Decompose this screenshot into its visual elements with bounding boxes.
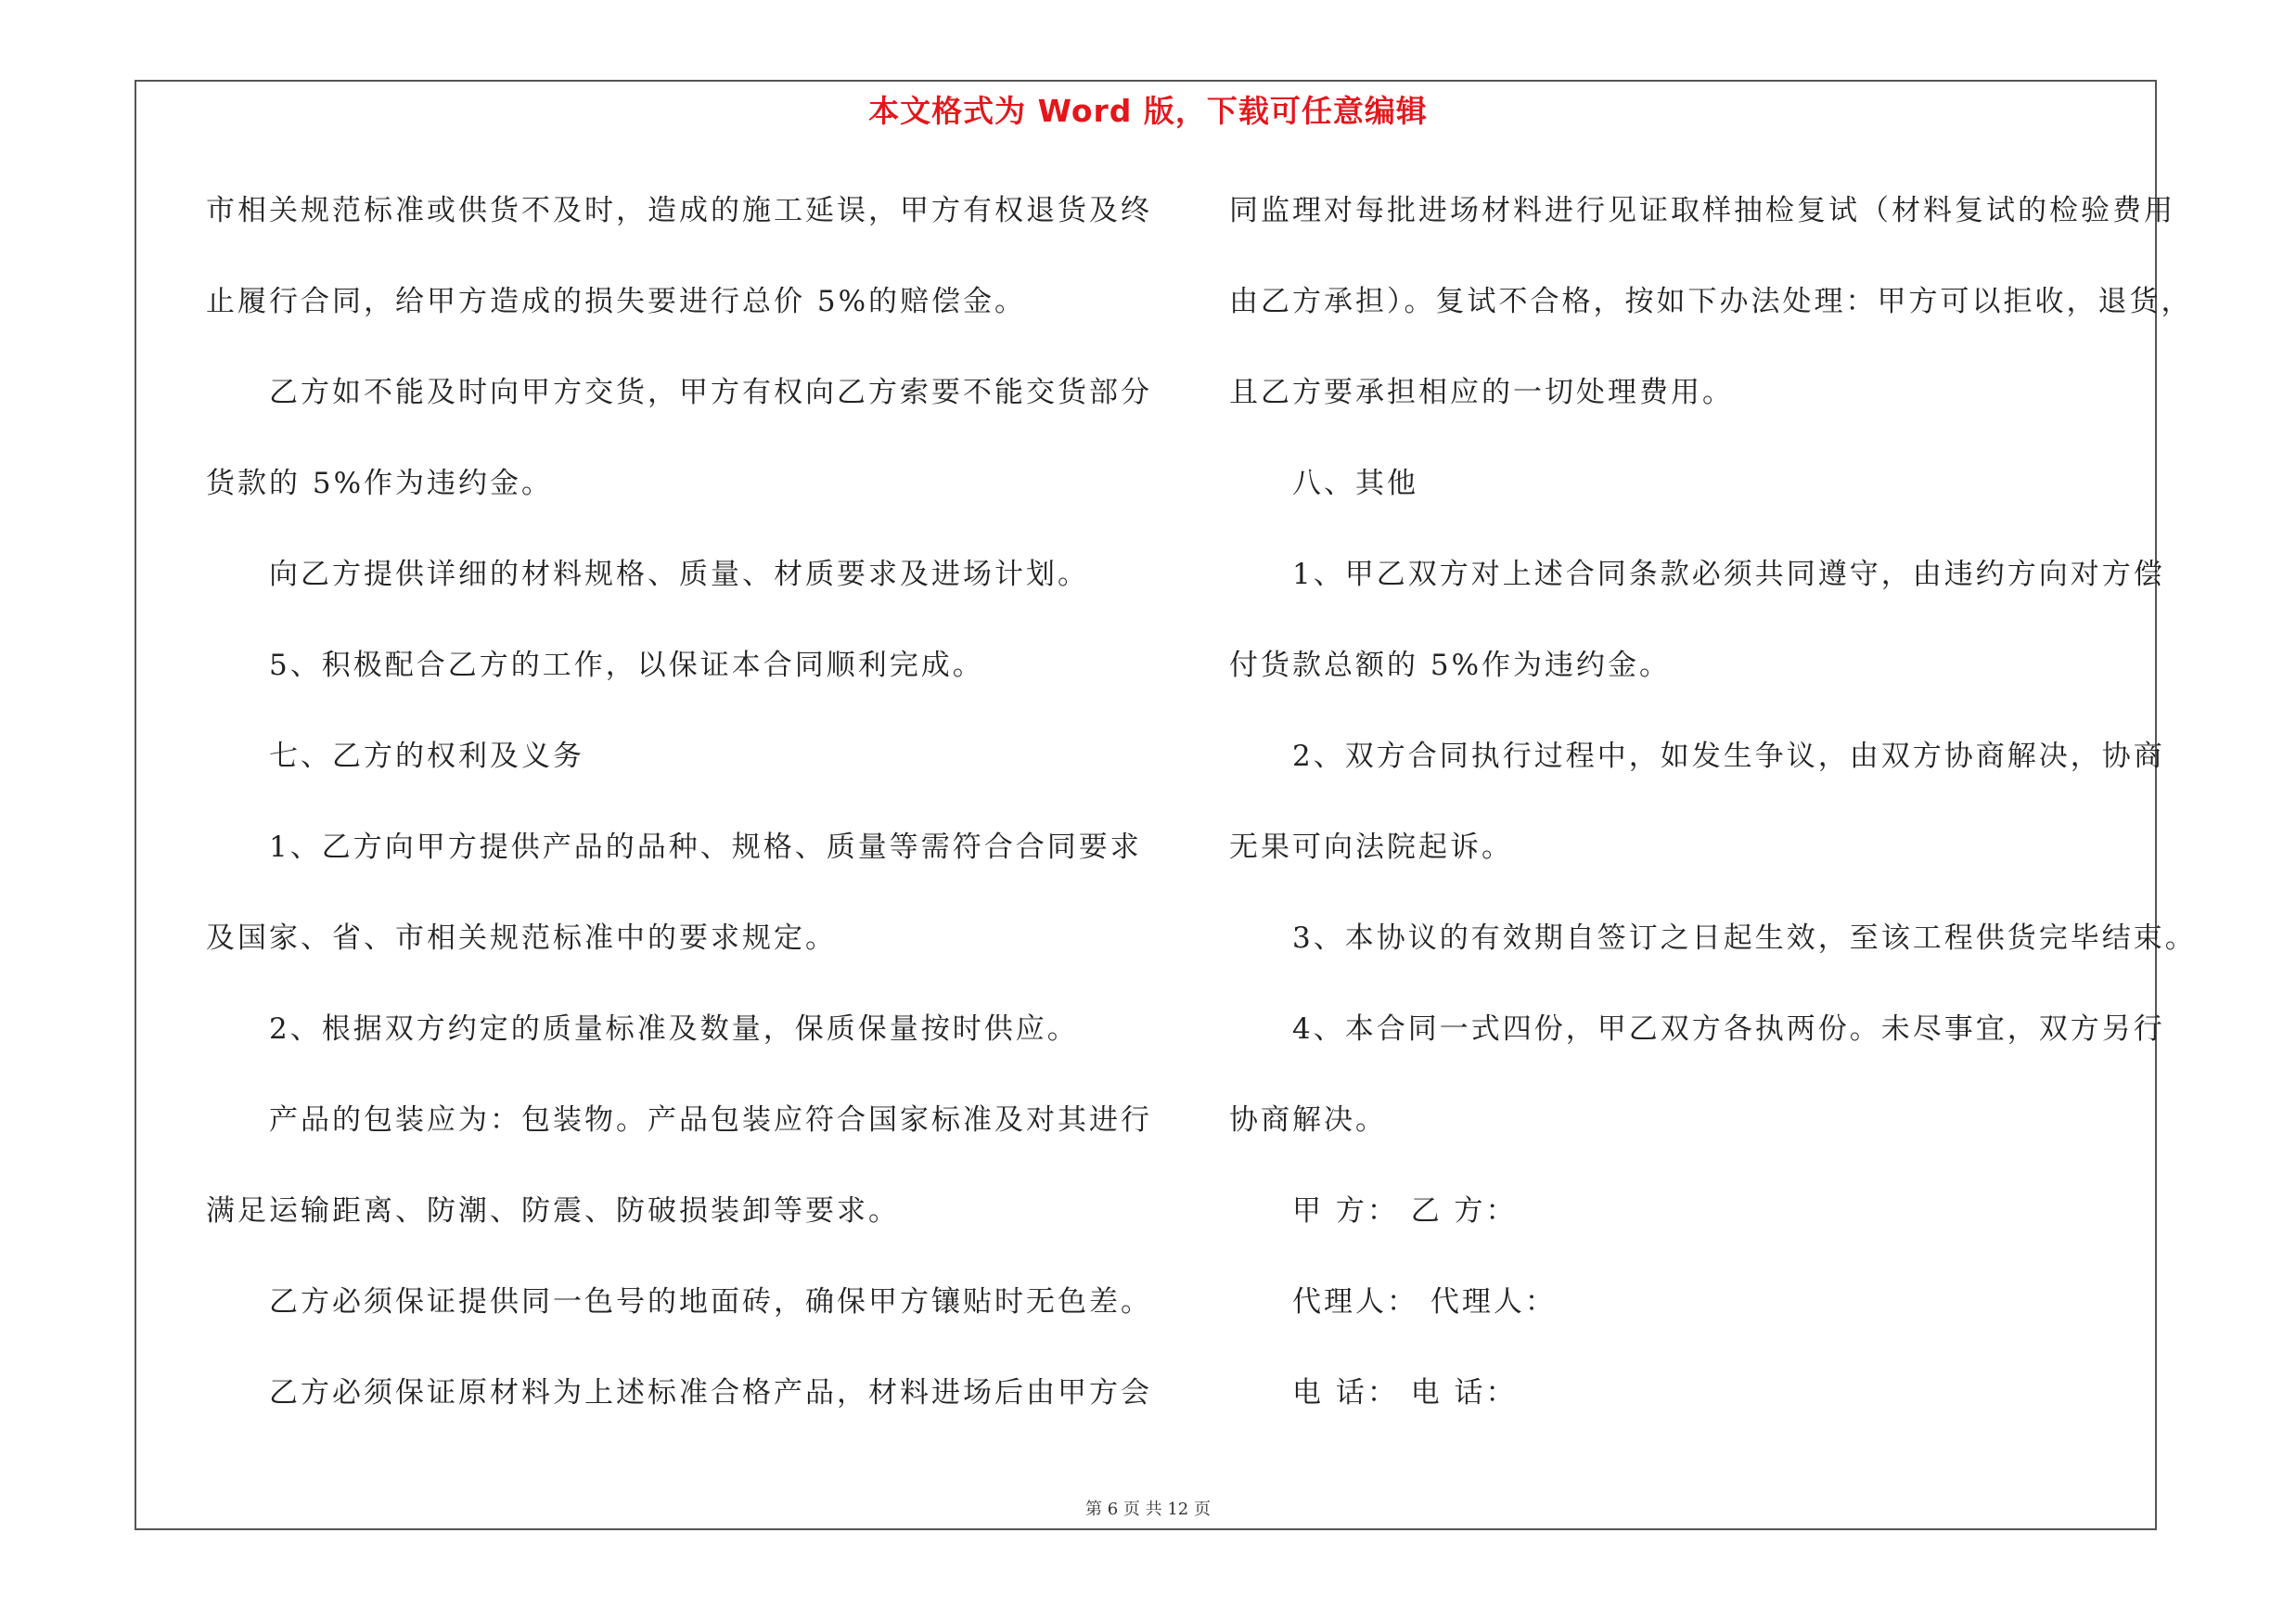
text-line: 2、双方合同执行过程中，如发生争议，由双方协商解决，协商 [1292, 740, 2165, 773]
section-heading: 七、乙方的权利及义务 [269, 740, 584, 773]
text-line: 同监理对每批进场材料进行见证取样抽检复试（材料复试的检验费用 [1229, 194, 2175, 227]
text-line: 由乙方承担）。复试不合格，按如下办法处理：甲方可以拒收，退货， [1229, 285, 2193, 318]
right-column [1229, 186, 2213, 1459]
text-line: 4、本合同一式四份，甲乙双方各执两份。未尽事宜，双方另行 [1292, 1012, 2165, 1046]
text-line: 向乙方提供详细的材料规格、质量、材质要求及进场计划。 [269, 558, 1089, 591]
section-heading: 八、其他 [1292, 467, 1418, 500]
word-format-banner: 本文格式为 Word 版，下载可任意编辑 [868, 93, 1428, 129]
page-number: 第 6 页 共 12 页 [1085, 1500, 1211, 1519]
text-line: 1、甲乙双方对上述合同条款必须共同遵守，由违约方向对方偿 [1292, 558, 2165, 591]
signature-line-party: 甲 方： 乙 方： [1292, 1194, 1518, 1228]
text-line: 止履行合同，给甲方造成的损失要进行总价 5%的赔偿金。 [206, 285, 1027, 318]
signature-line-phone: 电 话： 电 话： [1292, 1376, 1518, 1410]
text-line: 2、根据双方约定的质量标准及数量，保质保量按时供应。 [269, 1012, 1079, 1046]
text-line: 1、乙方向甲方提供产品的品种、规格、质量等需符合合同要求 [269, 831, 1142, 864]
text-line: 乙方必须保证原材料为上述标准合格产品，材料进场后由甲方会 [269, 1376, 1152, 1410]
text-line: 5、积极配合乙方的工作，以保证本合同顺利完成。 [269, 649, 984, 682]
text-line: 市相关规范标准或供货不及时，造成的施工延误，甲方有权退货及终 [206, 194, 1152, 227]
text-line: 货款的 5%作为违约金。 [206, 467, 554, 500]
text-line: 乙方如不能及时向甲方交货，甲方有权向乙方索要不能交货部分 [269, 376, 1152, 409]
left-column [206, 186, 1152, 1459]
text-line: 及国家、省、市相关规范标准中的要求规定。 [206, 921, 837, 955]
text-line: 3、本协议的有效期自签订之日起生效，至该工程供货完毕结束。 [1292, 921, 2197, 955]
text-line: 产品的包装应为：包装物。产品包装应符合国家标准及对其进行 [269, 1103, 1152, 1137]
signature-line-agent: 代理人： 代理人： [1292, 1285, 1557, 1319]
text-line: 协商解决。 [1229, 1103, 1387, 1137]
text-line: 满足运输距离、防潮、防震、防破损装卸等要求。 [206, 1194, 900, 1228]
text-line: 付货款总额的 5%作为违约金。 [1229, 649, 1672, 682]
text-line: 乙方必须保证提供同一色号的地面砖，确保甲方镶贴时无色差。 [269, 1285, 1152, 1319]
text-line: 且乙方要承担相应的一切处理费用。 [1229, 376, 1734, 409]
text-line: 无果可向法院起诉。 [1229, 831, 1513, 864]
